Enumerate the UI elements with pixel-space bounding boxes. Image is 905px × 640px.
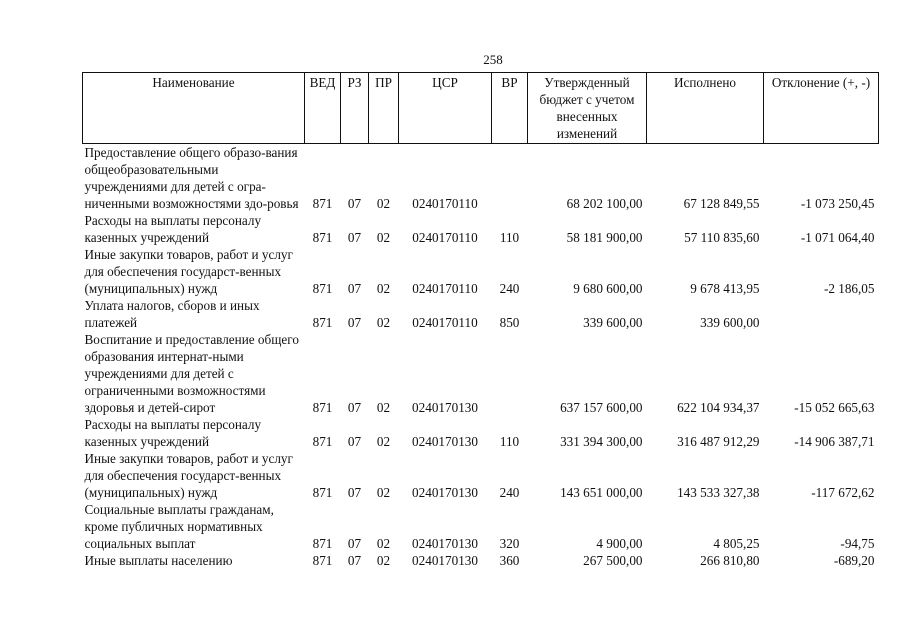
cell-csr: 0240170130: [412, 536, 478, 551]
table-row: [83, 416, 879, 450]
cell-ved: 871: [312, 485, 333, 500]
cell-budget: 331 394 300,00: [560, 434, 643, 449]
table-row: [83, 246, 879, 297]
cell-ved: 871: [312, 536, 333, 551]
cell-deviation: -117 672,62: [811, 485, 875, 500]
cell-pr: 02: [376, 400, 391, 415]
header-vr: ВР: [492, 73, 528, 144]
cell-deviation: -689,20: [833, 553, 875, 568]
header-name: Наименование: [83, 73, 305, 144]
cell-ved: 871: [312, 434, 333, 449]
cell-vr: [492, 331, 528, 416]
cell-budget: 4 900,00: [596, 536, 643, 551]
cell-pr: 02: [376, 230, 391, 245]
header-deviation: Отклонение (+, -): [764, 73, 879, 144]
cell-rz: 07: [347, 400, 362, 415]
cell-rz: 07: [347, 230, 362, 245]
cell-pr: 02: [376, 553, 391, 568]
cell-csr: 0240170110: [412, 281, 478, 296]
cell-name: Иные выплаты населению: [84, 553, 233, 568]
header-budget: Утвержденный бюджет с учетом внесенных изменений: [528, 73, 647, 144]
cell-budget: 58 181 900,00: [566, 230, 643, 245]
cell-done: 57 110 835,60: [684, 230, 760, 245]
cell-name: Уплата налогов, сборов и иных платежей: [84, 298, 260, 330]
table-row: [83, 144, 879, 213]
cell-deviation: -1 073 250,45: [800, 196, 875, 211]
cell-done: 9 678 413,95: [690, 281, 760, 296]
table-header-row: [83, 73, 879, 144]
budget-table: [82, 72, 879, 569]
cell-vr: 360: [499, 553, 520, 568]
cell-budget: 68 202 100,00: [566, 196, 643, 211]
table-row: [83, 297, 879, 331]
cell-ved: 871: [312, 315, 333, 330]
cell-budget: 9 680 600,00: [573, 281, 643, 296]
cell-rz: 07: [347, 485, 362, 500]
header-ved: ВЕД: [305, 73, 341, 144]
cell-deviation: -14 906 387,71: [794, 434, 875, 449]
cell-csr: 0240170130: [412, 434, 478, 449]
cell-name: Иные закупки товаров, работ и услуг для обеспечения государст-венных (муниципальных) нужд: [84, 451, 293, 500]
cell-pr: 02: [376, 315, 391, 330]
cell-pr: 02: [376, 434, 391, 449]
cell-ved: 871: [312, 281, 333, 296]
cell-deviation: -1 071 064,40: [800, 230, 875, 245]
cell-done: 67 128 849,55: [683, 196, 760, 211]
cell-name: Воспитание и предоставление общего образования интернат-ными учреждениями для детей с ограниченными возможностями здоровья и детей-сирот: [84, 332, 299, 415]
cell-vr: 110: [499, 434, 520, 449]
cell-csr: 0240170110: [412, 230, 478, 245]
cell-deviation: -2 186,05: [823, 281, 875, 296]
cell-vr: 320: [499, 536, 520, 551]
cell-ved: 871: [312, 553, 333, 568]
cell-rz: 07: [347, 553, 362, 568]
table-row: [83, 212, 879, 246]
table-row: [83, 552, 879, 569]
cell-name: Предоставление общего образо-вания общеобразовательными учреждениями для детей с огра-ниченными возможностями здо-ровья: [84, 145, 299, 211]
cell-budget: 339 600,00: [583, 315, 643, 330]
cell-vr: [492, 144, 528, 213]
cell-done: 266 810,80: [700, 553, 760, 568]
cell-rz: 07: [347, 536, 362, 551]
header-done: Исполнено: [647, 73, 764, 144]
cell-rz: 07: [347, 434, 362, 449]
page-number: 258: [483, 52, 503, 67]
table-row: [83, 331, 879, 416]
cell-pr: 02: [376, 485, 391, 500]
cell-deviation: -15 052 665,63: [794, 400, 875, 415]
cell-csr: 0240170130: [412, 553, 478, 568]
table-row: [83, 501, 879, 552]
cell-name: Расходы на выплаты персоналу казенных учреждений: [84, 417, 262, 449]
cell-done: 316 487 912,29: [677, 434, 760, 449]
cell-vr: 850: [499, 315, 520, 330]
cell-deviation: -94,75: [840, 536, 875, 551]
cell-vr: 110: [499, 230, 520, 245]
cell-deviation: [764, 297, 879, 331]
cell-rz: 07: [347, 281, 362, 296]
cell-rz: 07: [347, 196, 362, 211]
cell-done: 4 805,25: [713, 536, 760, 551]
header-rz: РЗ: [341, 73, 369, 144]
table-row: [83, 450, 879, 501]
header-csr: ЦСР: [399, 73, 492, 144]
cell-csr: 0240170110: [412, 196, 478, 211]
cell-rz: 07: [347, 315, 362, 330]
cell-csr: 0240170110: [412, 315, 478, 330]
cell-done: 339 600,00: [700, 315, 760, 330]
cell-name: Иные закупки товаров, работ и услуг для обеспечения государст-венных (муниципальных) нужд: [84, 247, 293, 296]
cell-ved: 871: [312, 196, 333, 211]
cell-budget: 637 157 600,00: [560, 400, 643, 415]
cell-pr: 02: [376, 281, 391, 296]
cell-pr: 02: [376, 536, 391, 551]
cell-vr: 240: [499, 281, 520, 296]
cell-csr: 0240170130: [412, 485, 478, 500]
cell-csr: 0240170130: [412, 400, 478, 415]
cell-budget: 143 651 000,00: [560, 485, 643, 500]
cell-done: 143 533 327,38: [677, 485, 760, 500]
cell-ved: 871: [312, 230, 333, 245]
cell-name: Расходы на выплаты персоналу казенных учреждений: [84, 213, 262, 245]
cell-name: Социальные выплаты гражданам, кроме публичных нормативных социальных выплат: [84, 502, 274, 551]
header-pr: ПР: [369, 73, 399, 144]
cell-vr: 240: [499, 485, 520, 500]
cell-ved: 871: [312, 400, 333, 415]
cell-budget: 267 500,00: [583, 553, 643, 568]
cell-pr: 02: [376, 196, 391, 211]
cell-done: 622 104 934,37: [677, 400, 760, 415]
